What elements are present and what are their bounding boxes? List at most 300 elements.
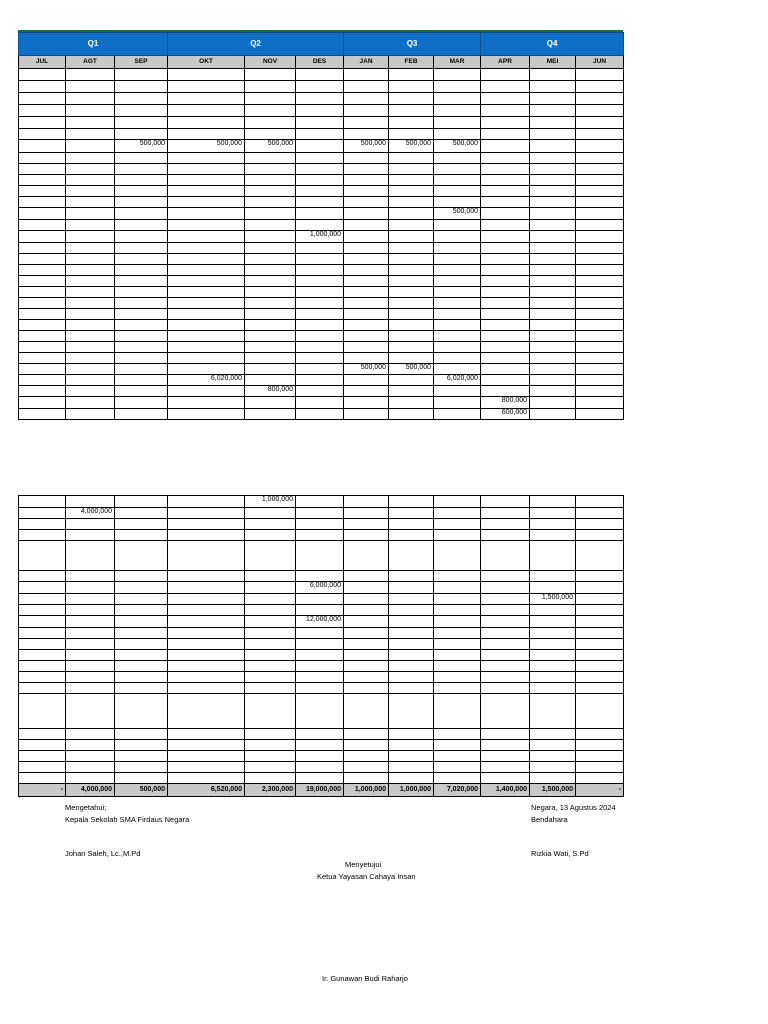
table-cell[interactable]: 500,000 bbox=[389, 364, 434, 375]
table-cell[interactable] bbox=[296, 81, 344, 93]
table-cell[interactable] bbox=[296, 650, 344, 661]
table-cell[interactable] bbox=[168, 231, 245, 243]
table-cell[interactable] bbox=[481, 496, 530, 508]
table-cell[interactable] bbox=[389, 243, 434, 254]
table-cell[interactable] bbox=[296, 298, 344, 309]
table-cell[interactable] bbox=[530, 672, 576, 683]
table-cell[interactable] bbox=[168, 254, 245, 265]
table-cell[interactable] bbox=[344, 231, 389, 243]
table-cell[interactable] bbox=[168, 81, 245, 93]
table-cell[interactable] bbox=[296, 254, 344, 265]
table-cell[interactable] bbox=[389, 208, 434, 220]
table-cell[interactable] bbox=[344, 762, 389, 773]
table-cell[interactable] bbox=[576, 639, 624, 650]
table-cell[interactable] bbox=[434, 364, 481, 375]
table-cell[interactable] bbox=[245, 729, 296, 740]
table-cell[interactable] bbox=[434, 582, 481, 594]
table-cell[interactable] bbox=[530, 208, 576, 220]
table-cell[interactable] bbox=[344, 594, 389, 605]
table-cell[interactable] bbox=[296, 186, 344, 197]
table-cell[interactable] bbox=[296, 661, 344, 672]
table-cell[interactable] bbox=[481, 105, 530, 117]
table-cell[interactable] bbox=[115, 276, 168, 287]
table-cell[interactable] bbox=[389, 740, 434, 751]
table-cell[interactable] bbox=[344, 129, 389, 140]
table-cell[interactable] bbox=[168, 628, 245, 639]
table-cell[interactable] bbox=[66, 605, 115, 616]
table-cell[interactable] bbox=[481, 220, 530, 231]
table-cell[interactable]: 500,000 bbox=[344, 140, 389, 153]
table-cell[interactable]: 1,500,000 bbox=[530, 594, 576, 605]
table-cell[interactable] bbox=[245, 93, 296, 105]
table-cell[interactable] bbox=[434, 751, 481, 762]
table-cell[interactable] bbox=[481, 81, 530, 93]
table-cell[interactable] bbox=[530, 508, 576, 519]
table-cell[interactable] bbox=[481, 69, 530, 81]
table-cell[interactable] bbox=[66, 93, 115, 105]
table-cell[interactable] bbox=[344, 342, 389, 353]
table-cell[interactable] bbox=[66, 519, 115, 530]
table-cell[interactable] bbox=[481, 276, 530, 287]
table-cell[interactable] bbox=[168, 508, 245, 519]
table-cell[interactable] bbox=[245, 254, 296, 265]
table-cell[interactable] bbox=[296, 386, 344, 397]
table-cell[interactable] bbox=[481, 628, 530, 639]
table-cell[interactable] bbox=[481, 208, 530, 220]
table-cell[interactable] bbox=[481, 650, 530, 661]
table-cell[interactable] bbox=[66, 69, 115, 81]
table-cell[interactable] bbox=[576, 729, 624, 740]
table-cell[interactable] bbox=[245, 320, 296, 331]
table-cell[interactable] bbox=[19, 164, 66, 175]
table-cell[interactable] bbox=[481, 375, 530, 386]
table-cell[interactable] bbox=[344, 243, 389, 254]
table-cell[interactable] bbox=[530, 186, 576, 197]
table-cell[interactable] bbox=[245, 117, 296, 129]
table-cell[interactable] bbox=[19, 220, 66, 231]
table-cell[interactable] bbox=[576, 153, 624, 164]
table-cell[interactable] bbox=[576, 243, 624, 254]
table-cell[interactable] bbox=[115, 117, 168, 129]
table-cell[interactable] bbox=[115, 69, 168, 81]
table-cell[interactable] bbox=[576, 129, 624, 140]
table-cell[interactable] bbox=[389, 320, 434, 331]
table-cell[interactable] bbox=[115, 773, 168, 784]
table-cell[interactable] bbox=[530, 117, 576, 129]
table-cell[interactable] bbox=[576, 628, 624, 639]
table-cell[interactable] bbox=[245, 751, 296, 762]
table-cell[interactable] bbox=[389, 231, 434, 243]
table-cell[interactable] bbox=[434, 129, 481, 140]
table-cell[interactable] bbox=[19, 650, 66, 661]
table-cell[interactable] bbox=[434, 762, 481, 773]
table-cell[interactable] bbox=[344, 353, 389, 364]
table-cell[interactable] bbox=[19, 409, 66, 420]
table-cell[interactable] bbox=[115, 254, 168, 265]
table-cell[interactable] bbox=[115, 496, 168, 508]
table-cell[interactable] bbox=[19, 342, 66, 353]
table-cell[interactable] bbox=[344, 616, 389, 628]
table-cell[interactable] bbox=[19, 628, 66, 639]
table-cell[interactable] bbox=[19, 541, 66, 571]
table-cell[interactable] bbox=[66, 729, 115, 740]
table-cell[interactable] bbox=[296, 309, 344, 320]
table-cell[interactable] bbox=[19, 397, 66, 409]
table-cell[interactable] bbox=[245, 582, 296, 594]
table-cell[interactable] bbox=[576, 175, 624, 186]
table-cell[interactable] bbox=[245, 81, 296, 93]
table-cell[interactable] bbox=[389, 397, 434, 409]
table-cell[interactable] bbox=[481, 186, 530, 197]
table-cell[interactable] bbox=[344, 287, 389, 298]
table-cell[interactable] bbox=[296, 342, 344, 353]
table-cell[interactable] bbox=[576, 69, 624, 81]
table-cell[interactable] bbox=[115, 616, 168, 628]
table-cell[interactable] bbox=[576, 320, 624, 331]
table-cell[interactable] bbox=[576, 117, 624, 129]
table-cell[interactable]: 800,000 bbox=[481, 397, 530, 409]
table-cell[interactable] bbox=[389, 375, 434, 386]
table-cell[interactable]: 600,000 bbox=[481, 409, 530, 420]
table-cell[interactable] bbox=[115, 309, 168, 320]
table-cell[interactable] bbox=[389, 175, 434, 186]
table-cell[interactable] bbox=[576, 186, 624, 197]
table-cell[interactable] bbox=[530, 541, 576, 571]
table-cell[interactable] bbox=[530, 105, 576, 117]
table-cell[interactable] bbox=[576, 331, 624, 342]
table-cell[interactable] bbox=[344, 208, 389, 220]
table-cell[interactable] bbox=[115, 605, 168, 616]
table-cell[interactable] bbox=[168, 276, 245, 287]
table-cell[interactable] bbox=[434, 220, 481, 231]
table-cell[interactable] bbox=[66, 231, 115, 243]
table-cell[interactable] bbox=[296, 276, 344, 287]
table-cell[interactable] bbox=[481, 582, 530, 594]
table-cell[interactable] bbox=[389, 117, 434, 129]
table-cell[interactable] bbox=[576, 582, 624, 594]
table-cell[interactable] bbox=[66, 276, 115, 287]
table-cell[interactable] bbox=[296, 364, 344, 375]
table-cell[interactable] bbox=[481, 287, 530, 298]
table-cell[interactable] bbox=[296, 740, 344, 751]
table-cell[interactable] bbox=[66, 397, 115, 409]
table-cell[interactable] bbox=[344, 409, 389, 420]
table-cell[interactable] bbox=[576, 231, 624, 243]
table-cell[interactable]: 4,000,000 bbox=[66, 508, 115, 519]
table-cell[interactable] bbox=[19, 672, 66, 683]
table-cell[interactable] bbox=[115, 298, 168, 309]
table-cell[interactable] bbox=[19, 105, 66, 117]
table-cell[interactable] bbox=[344, 386, 389, 397]
table-cell[interactable] bbox=[576, 508, 624, 519]
table-cell[interactable] bbox=[115, 519, 168, 530]
table-cell[interactable] bbox=[245, 661, 296, 672]
table-cell[interactable] bbox=[66, 751, 115, 762]
table-cell[interactable] bbox=[344, 661, 389, 672]
table-cell[interactable] bbox=[296, 287, 344, 298]
table-cell[interactable] bbox=[434, 265, 481, 276]
table-cell[interactable] bbox=[481, 605, 530, 616]
table-cell[interactable]: 6,000,000 bbox=[296, 582, 344, 594]
table-cell[interactable] bbox=[115, 694, 168, 729]
table-cell[interactable] bbox=[434, 530, 481, 541]
table-cell[interactable] bbox=[66, 694, 115, 729]
table-cell[interactable] bbox=[296, 331, 344, 342]
table-cell[interactable] bbox=[344, 375, 389, 386]
table-cell[interactable] bbox=[245, 309, 296, 320]
table-cell[interactable] bbox=[19, 571, 66, 582]
table-cell[interactable] bbox=[245, 298, 296, 309]
table-cell[interactable] bbox=[19, 153, 66, 164]
table-cell[interactable] bbox=[576, 353, 624, 364]
table-cell[interactable] bbox=[576, 650, 624, 661]
table-cell[interactable] bbox=[344, 153, 389, 164]
table-cell[interactable] bbox=[434, 320, 481, 331]
table-cell[interactable] bbox=[344, 541, 389, 571]
table-cell[interactable] bbox=[168, 342, 245, 353]
table-cell[interactable] bbox=[19, 605, 66, 616]
table-cell[interactable] bbox=[576, 773, 624, 784]
table-cell[interactable] bbox=[245, 375, 296, 386]
table-cell[interactable] bbox=[481, 694, 530, 729]
table-cell[interactable] bbox=[115, 186, 168, 197]
table-cell[interactable] bbox=[296, 93, 344, 105]
table-cell[interactable] bbox=[66, 773, 115, 784]
table-cell[interactable] bbox=[481, 639, 530, 650]
table-cell[interactable] bbox=[344, 81, 389, 93]
table-cell[interactable] bbox=[296, 672, 344, 683]
table-cell[interactable] bbox=[19, 231, 66, 243]
table-cell[interactable] bbox=[19, 683, 66, 694]
table-cell[interactable] bbox=[115, 751, 168, 762]
table-cell[interactable] bbox=[530, 342, 576, 353]
table-cell[interactable] bbox=[168, 740, 245, 751]
table-cell[interactable] bbox=[296, 751, 344, 762]
table-cell[interactable] bbox=[66, 320, 115, 331]
table-cell[interactable] bbox=[168, 105, 245, 117]
table-cell[interactable] bbox=[245, 220, 296, 231]
table-cell[interactable] bbox=[481, 530, 530, 541]
table-cell[interactable] bbox=[245, 628, 296, 639]
table-cell[interactable] bbox=[389, 729, 434, 740]
table-cell[interactable] bbox=[245, 683, 296, 694]
table-cell[interactable] bbox=[481, 571, 530, 582]
table-cell[interactable] bbox=[296, 208, 344, 220]
table-cell[interactable] bbox=[66, 254, 115, 265]
table-cell[interactable]: 6,020,000 bbox=[168, 375, 245, 386]
table-cell[interactable] bbox=[115, 243, 168, 254]
table-cell[interactable] bbox=[481, 320, 530, 331]
table-cell[interactable] bbox=[344, 751, 389, 762]
table-cell[interactable] bbox=[576, 571, 624, 582]
table-cell[interactable] bbox=[389, 69, 434, 81]
table-cell[interactable] bbox=[245, 353, 296, 364]
table-cell[interactable]: 12,000,000 bbox=[296, 616, 344, 628]
table-cell[interactable] bbox=[66, 164, 115, 175]
table-cell[interactable] bbox=[245, 69, 296, 81]
table-cell[interactable] bbox=[245, 616, 296, 628]
table-cell[interactable] bbox=[481, 117, 530, 129]
table-cell[interactable] bbox=[168, 186, 245, 197]
table-cell[interactable]: 500,000 bbox=[434, 140, 481, 153]
table-cell[interactable] bbox=[19, 197, 66, 208]
table-cell[interactable] bbox=[389, 639, 434, 650]
table-cell[interactable] bbox=[530, 243, 576, 254]
table-cell[interactable] bbox=[389, 254, 434, 265]
table-cell[interactable] bbox=[168, 117, 245, 129]
table-cell[interactable] bbox=[66, 650, 115, 661]
table-cell[interactable] bbox=[576, 751, 624, 762]
table-cell[interactable] bbox=[115, 672, 168, 683]
table-cell[interactable] bbox=[576, 605, 624, 616]
table-cell[interactable] bbox=[168, 762, 245, 773]
table-cell[interactable] bbox=[389, 186, 434, 197]
table-cell[interactable] bbox=[576, 164, 624, 175]
table-cell[interactable] bbox=[530, 69, 576, 81]
table-cell[interactable] bbox=[66, 530, 115, 541]
table-cell[interactable] bbox=[481, 175, 530, 186]
table-cell[interactable] bbox=[168, 773, 245, 784]
table-cell[interactable] bbox=[481, 254, 530, 265]
table-cell[interactable] bbox=[481, 386, 530, 397]
table-cell[interactable] bbox=[19, 186, 66, 197]
table-cell[interactable] bbox=[389, 582, 434, 594]
table-cell[interactable] bbox=[530, 661, 576, 672]
table-cell[interactable] bbox=[481, 661, 530, 672]
table-cell[interactable] bbox=[115, 197, 168, 208]
table-cell[interactable] bbox=[245, 530, 296, 541]
table-cell[interactable] bbox=[115, 153, 168, 164]
table-cell[interactable] bbox=[389, 81, 434, 93]
table-cell[interactable] bbox=[576, 276, 624, 287]
table-cell[interactable] bbox=[576, 105, 624, 117]
table-cell[interactable] bbox=[576, 375, 624, 386]
table-cell[interactable] bbox=[296, 639, 344, 650]
table-cell[interactable] bbox=[66, 129, 115, 140]
table-cell[interactable] bbox=[576, 616, 624, 628]
table-cell[interactable] bbox=[434, 342, 481, 353]
table-cell[interactable] bbox=[389, 496, 434, 508]
table-cell[interactable] bbox=[530, 254, 576, 265]
table-cell[interactable] bbox=[168, 93, 245, 105]
table-cell[interactable] bbox=[481, 519, 530, 530]
table-cell[interactable] bbox=[168, 751, 245, 762]
table-cell[interactable] bbox=[344, 740, 389, 751]
table-cell[interactable] bbox=[168, 661, 245, 672]
table-cell[interactable] bbox=[66, 375, 115, 386]
table-cell[interactable] bbox=[19, 320, 66, 331]
table-cell[interactable] bbox=[115, 409, 168, 420]
table-cell[interactable] bbox=[115, 129, 168, 140]
table-cell[interactable] bbox=[66, 762, 115, 773]
table-cell[interactable] bbox=[389, 93, 434, 105]
table-cell[interactable] bbox=[434, 254, 481, 265]
table-cell[interactable] bbox=[168, 364, 245, 375]
table-cell[interactable] bbox=[168, 69, 245, 81]
table-cell[interactable] bbox=[66, 353, 115, 364]
table-cell[interactable] bbox=[530, 309, 576, 320]
table-cell[interactable] bbox=[66, 364, 115, 375]
table-cell[interactable] bbox=[434, 541, 481, 571]
table-cell[interactable] bbox=[168, 605, 245, 616]
table-cell[interactable] bbox=[66, 582, 115, 594]
table-cell[interactable] bbox=[530, 582, 576, 594]
table-cell[interactable] bbox=[434, 331, 481, 342]
table-cell[interactable] bbox=[66, 409, 115, 420]
table-cell[interactable] bbox=[576, 287, 624, 298]
table-cell[interactable] bbox=[344, 582, 389, 594]
table-cell[interactable] bbox=[168, 594, 245, 605]
table-cell[interactable] bbox=[19, 375, 66, 386]
table-cell[interactable] bbox=[530, 265, 576, 276]
table-cell[interactable] bbox=[344, 220, 389, 231]
table-cell[interactable] bbox=[434, 397, 481, 409]
table-cell[interactable] bbox=[115, 208, 168, 220]
table-cell[interactable] bbox=[481, 773, 530, 784]
table-cell[interactable] bbox=[434, 117, 481, 129]
table-cell[interactable] bbox=[66, 672, 115, 683]
table-cell[interactable] bbox=[530, 93, 576, 105]
table-cell[interactable] bbox=[389, 342, 434, 353]
table-cell[interactable] bbox=[168, 220, 245, 231]
table-cell[interactable] bbox=[168, 208, 245, 220]
table-cell[interactable] bbox=[19, 81, 66, 93]
table-cell[interactable]: 1,000,000 bbox=[245, 496, 296, 508]
table-cell[interactable] bbox=[245, 650, 296, 661]
table-cell[interactable] bbox=[481, 364, 530, 375]
table-cell[interactable] bbox=[389, 605, 434, 616]
table-cell[interactable] bbox=[245, 541, 296, 571]
table-cell[interactable] bbox=[576, 298, 624, 309]
table-cell[interactable] bbox=[168, 287, 245, 298]
table-cell[interactable] bbox=[344, 164, 389, 175]
table-cell[interactable] bbox=[434, 740, 481, 751]
table-cell[interactable] bbox=[168, 409, 245, 420]
table-cell[interactable] bbox=[115, 582, 168, 594]
table-cell[interactable] bbox=[296, 694, 344, 729]
table-cell[interactable] bbox=[389, 616, 434, 628]
table-cell[interactable] bbox=[434, 93, 481, 105]
table-cell[interactable] bbox=[576, 386, 624, 397]
table-cell[interactable] bbox=[19, 530, 66, 541]
table-cell[interactable] bbox=[344, 672, 389, 683]
table-cell[interactable] bbox=[576, 93, 624, 105]
table-cell[interactable]: 500,000 bbox=[389, 140, 434, 153]
table-cell[interactable] bbox=[168, 683, 245, 694]
table-cell[interactable] bbox=[115, 541, 168, 571]
table-cell[interactable] bbox=[344, 605, 389, 616]
table-cell[interactable] bbox=[434, 519, 481, 530]
table-cell[interactable] bbox=[481, 594, 530, 605]
table-cell[interactable] bbox=[530, 220, 576, 231]
table-cell[interactable] bbox=[66, 571, 115, 582]
table-cell[interactable] bbox=[576, 762, 624, 773]
table-cell[interactable] bbox=[296, 353, 344, 364]
table-cell[interactable] bbox=[481, 740, 530, 751]
table-cell[interactable] bbox=[245, 231, 296, 243]
table-cell[interactable] bbox=[168, 197, 245, 208]
table-cell[interactable] bbox=[344, 628, 389, 639]
table-cell[interactable] bbox=[434, 628, 481, 639]
table-cell[interactable] bbox=[344, 331, 389, 342]
table-cell[interactable] bbox=[530, 140, 576, 153]
table-cell[interactable] bbox=[115, 594, 168, 605]
table-cell[interactable] bbox=[66, 331, 115, 342]
table-cell[interactable] bbox=[576, 530, 624, 541]
table-cell[interactable] bbox=[530, 683, 576, 694]
table-cell[interactable] bbox=[344, 197, 389, 208]
table-cell[interactable]: 500,000 bbox=[115, 140, 168, 153]
